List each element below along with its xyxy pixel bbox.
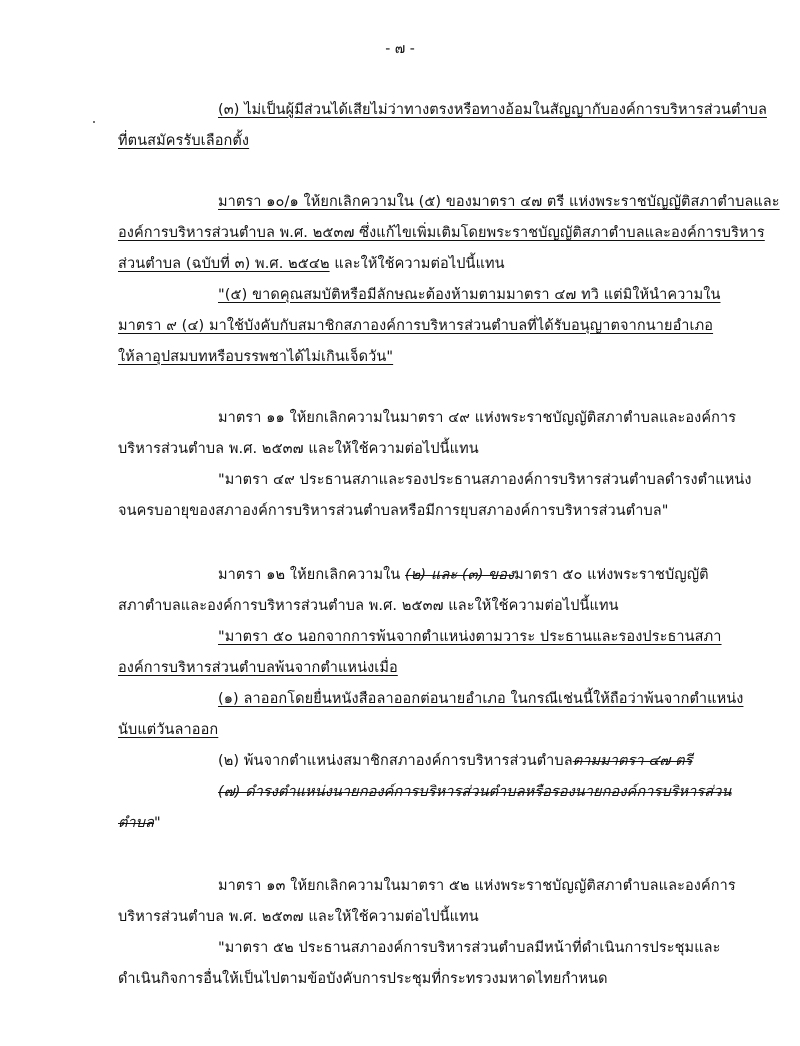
section-10-1-amendment-ref: ส่วนตำบล (ฉบับที่ ๓) พ.ศ. ๒๕๔๒ xyxy=(118,256,330,272)
section-10-1-replace-text: และให้ใช้ความต่อไปนี้แทน xyxy=(329,256,505,272)
scan-speck xyxy=(93,121,95,123)
section-13-line-1: มาตรา ๑๓ ให้ยกเลิกความในมาตรา ๕๒ แห่งพระราชบัญญัติสภาตำบลและองค์การ xyxy=(218,878,736,894)
section-11-quote-line-2: จนครบอายุของสภาองค์การบริหารส่วนตำบลหรือมีการยุบสภาองค์การบริหารส่วนตำบล" xyxy=(118,503,669,519)
section-12-line-1 xyxy=(218,565,709,585)
section-12-item-2-line-1 xyxy=(218,751,693,771)
section-13-quote-line-1: "มาตรา ๕๒ ประธานสภาองค์การบริหารส่วนตำบลมีหน้าที่ดำเนินการประชุมและ xyxy=(218,940,721,956)
clause-3-line-2: ที่ตนสมัครรับเลือกตั้ง xyxy=(118,133,250,149)
section-13-quote-line-2: ดำเนินกิจการอื่นให้เป็นไปตามข้อบังคับการประชุมที่กระทรวงมหาดไทยกำหนด xyxy=(118,971,608,987)
closing-quote: " xyxy=(153,815,161,831)
section-10-1-line-1: มาตรา ๑๐/๑ ให้ยกเลิกความใน (๕) ของมาตรา ๔๗ ตรี แห่งพระราชบัญญัติสภาตำบลและ xyxy=(218,194,780,210)
section-10-1-quote-line-3: ให้ลาอุปสมบทหรือบรรพชาได้ไม่เกินเจ็ดวัน" xyxy=(118,349,394,365)
section-12-item-1-line-1: (๑) ลาออกโดยยื่นหนังสือลาออกต่อนายอำเภอ ในกรณีเช่นนี้ให้ถือว่าพ้นจากตำแหน่ง xyxy=(218,691,744,707)
section-11-line-2: บริหารส่วนตำบล พ.ศ. ๒๕๓๗ และให้ใช้ความต่อไปนี้แทน xyxy=(118,441,479,457)
section-12-intro: มาตรา ๑๒ ให้ยกเลิกความใน xyxy=(218,567,406,583)
section-12-quote-line-2: องค์การบริหารส่วนตำบลพ้นจากตำแหน่งเมื่อ xyxy=(118,660,398,676)
section-12-item-1-line-2: นับแต่วันลาออก xyxy=(118,722,219,738)
section-10-1-line-3 xyxy=(118,254,505,274)
section-12-line-2: สภาตำบลและองค์การบริหารส่วนตำบล พ.ศ. ๒๕๓๗ และให้ใช้ความต่อไปนี้แทน xyxy=(118,598,619,614)
section-11-line-1: มาตรา ๑๑ ให้ยกเลิกความในมาตรา ๔๙ แห่งพระราชบัญญัติสภาตำบลและองค์การ xyxy=(218,410,737,426)
section-12-item-2-struck-line-2: (๗) ดำรงตำแหน่งนายกองค์การบริหารส่วนตำบลหรือรองนายกองค์การบริหารส่วน xyxy=(218,784,732,800)
section-13-line-2: บริหารส่วนตำบล พ.ศ. ๒๕๓๗ และให้ใช้ความต่อไปนี้แทน xyxy=(118,909,479,925)
section-10-1-quote-line-1: "(๕) ขาดคุณสมบัติหรือมีลักษณะต้องห้ามตามมาตรา ๔๗ ทวิ แต่มิให้นำความใน xyxy=(218,287,721,303)
section-12-item-2-struck: ตามมาตรา ๔๗ ตรี xyxy=(572,753,693,769)
section-10-1-line-2: องค์การบริหารส่วนตำบล พ.ศ. ๒๕๓๗ ซึ่งแก้ไขเพิ่มเติมโดยพระราชบัญญัติสภาตำบลและองค์การบริหาร xyxy=(118,225,765,241)
section-12-struck-ref: (๒) และ (๓) ของ xyxy=(405,567,515,583)
section-12-quote-line-1: "มาตรา ๕๐ นอกจากการพ้นจากตำแหน่งตามวาระ ประธานและรองประธานสภา xyxy=(218,629,722,645)
section-12-article-ref: มาตรา ๕๐ แห่งพระราชบัญญัติ xyxy=(514,567,709,583)
section-11-quote-line-1: "มาตรา ๔๙ ประธานสภาและรองประธานสภาองค์การบริหารส่วนตำบลดำรงตำแหน่ง xyxy=(218,472,752,488)
section-10-1-quote-line-2: มาตรา ๙ (๔) มาใช้บังคับกับสมาชิกสภาองค์การบริหารส่วนตำบลที่ได้รับอนุญาตจากนายอำเภอ xyxy=(118,318,714,334)
section-12-item-2-text: (๒) พ้นจากตำแหน่งสมาชิกสภาองค์การบริหารส่วนตำบล xyxy=(218,753,573,769)
page-number: - ๗ - xyxy=(385,41,415,57)
section-12-item-2-line-3 xyxy=(118,813,161,833)
section-12-item-2-struck-end: ตำบล xyxy=(118,815,154,831)
clause-3-line-1: (๓) ไม่เป็นผู้มีส่วนได้เสียไม่ว่าทางตรงหรือทางอ้อมในสัญญากับองค์การบริหารส่วนตำบล xyxy=(218,102,767,118)
